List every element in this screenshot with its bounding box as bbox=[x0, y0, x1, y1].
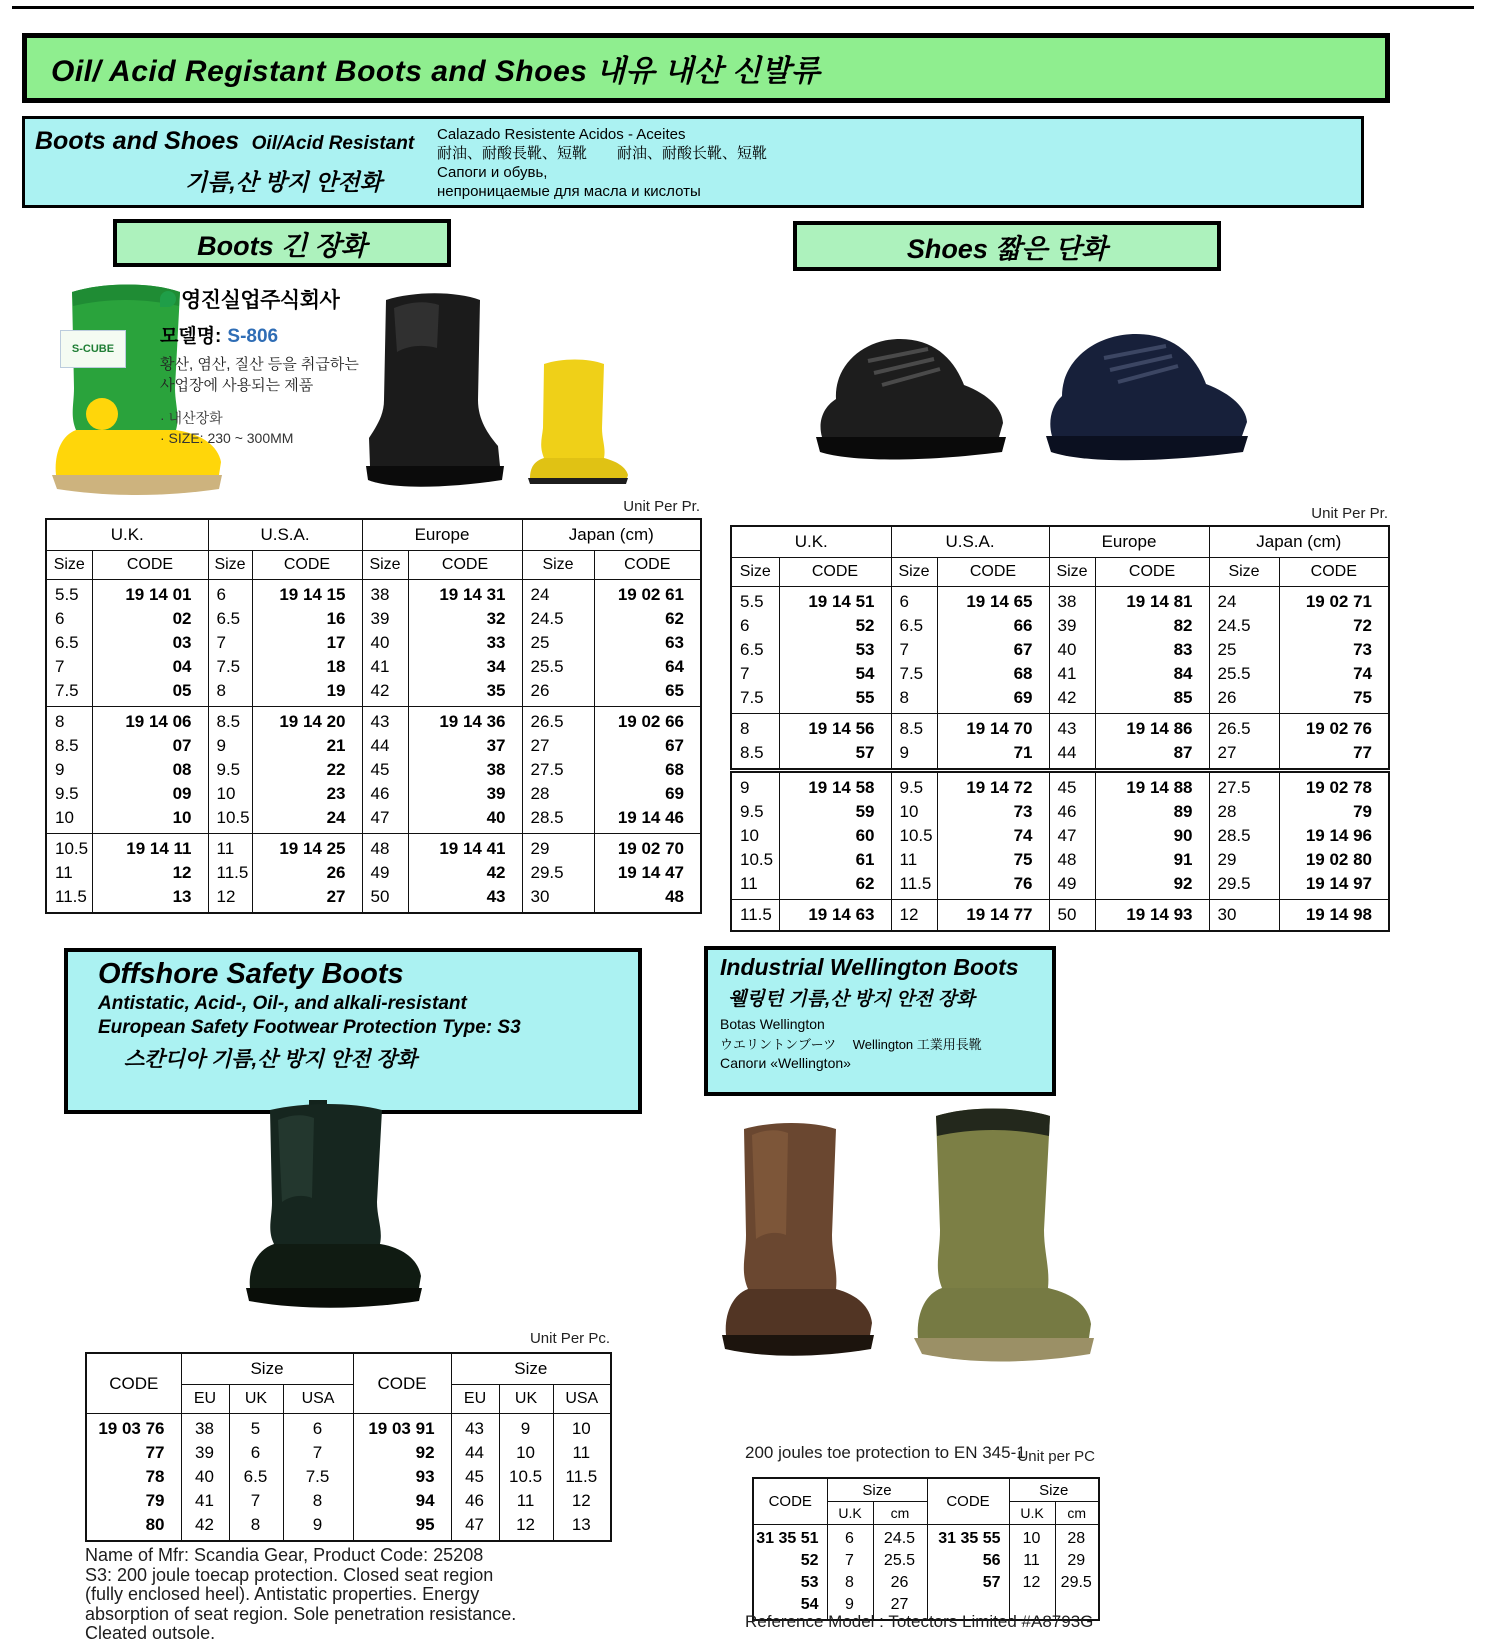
code-values: 19 02 71 72 73 74 75 bbox=[1279, 587, 1389, 714]
shoes-size-code-table bbox=[730, 525, 1390, 932]
region-header: U.S.A. bbox=[891, 526, 1049, 558]
size-values: 27.5 28 28.5 29 29.5 bbox=[1209, 771, 1279, 900]
shoes-section-header bbox=[793, 221, 1221, 271]
wellington-size-code-table bbox=[752, 1477, 1100, 1621]
wellington-subtitle-ru: Сапоги «Wellington» bbox=[720, 1055, 851, 1071]
size-group-header: Size bbox=[451, 1353, 611, 1385]
size-column-header: Size bbox=[46, 551, 92, 580]
size-column-header: UK bbox=[229, 1385, 283, 1414]
size-values: 9 9.5 10 10.5 11 bbox=[731, 771, 779, 900]
size-group-header: Size bbox=[1009, 1478, 1099, 1502]
shoes-unit-label: Unit Per Pr. bbox=[1311, 505, 1388, 522]
code-column-header: CODE bbox=[753, 1478, 827, 1525]
offshore-title: Offshore Safety Boots bbox=[98, 958, 404, 990]
size-values: 8 8.5 bbox=[731, 714, 779, 771]
info-subtitle-en: Oil/Acid Resistant bbox=[251, 133, 415, 154]
region-header: Japan (cm) bbox=[1209, 526, 1389, 558]
offshore-subtitle-1: Antistatic, Acid-, Oil-, and alkali-resistant bbox=[98, 993, 467, 1014]
code-values: 19 14 56 57 bbox=[779, 714, 891, 771]
boots-size-code-table bbox=[45, 518, 702, 914]
size-values: 38 39 40 41 42 bbox=[362, 580, 408, 707]
info-line-es: Calazado Resistente Acidos - Aceites bbox=[437, 126, 686, 143]
code-values: 19 14 88 89 90 91 92 bbox=[1095, 771, 1209, 900]
info-line-ja-zh: 耐油、耐酸長靴、短靴 耐油、耐酸长靴、短靴 bbox=[437, 145, 768, 162]
size-values: 43 44 45 46 47 bbox=[451, 1414, 499, 1542]
size-column-header: cm bbox=[873, 1502, 927, 1525]
code-values: 19 14 36 37 38 39 40 bbox=[408, 707, 522, 834]
product-bullet-1: · 내산장화 bbox=[160, 410, 223, 426]
code-values: 19 14 15 16 17 18 19 bbox=[252, 580, 362, 707]
code-values: 19 14 41 42 43 bbox=[408, 834, 522, 914]
yellow-boot-image bbox=[516, 356, 634, 484]
code-values: 19 14 63 bbox=[779, 900, 891, 932]
info-box-translations bbox=[423, 119, 1361, 205]
offshore-size-code-table bbox=[85, 1352, 612, 1542]
code-column-header: CODE bbox=[1279, 558, 1389, 587]
size-column-header: Size bbox=[522, 551, 594, 580]
size-values: 6 7 7.5 8 9 bbox=[283, 1414, 353, 1542]
size-column-header: cm bbox=[1055, 1502, 1099, 1525]
size-values: 10 11 12 bbox=[1009, 1525, 1055, 1621]
wellington-title: Industrial Wellington Boots bbox=[720, 954, 1019, 980]
size-column-header: USA bbox=[553, 1385, 611, 1414]
size-group-header: Size bbox=[181, 1353, 353, 1385]
offshore-boot-image bbox=[212, 1098, 437, 1308]
size-values: 9.5 10 10.5 11 11.5 bbox=[891, 771, 937, 900]
code-values: 19 14 93 bbox=[1095, 900, 1209, 932]
size-values: 26.5 27 bbox=[1209, 714, 1279, 771]
region-header: U.S.A. bbox=[208, 519, 362, 551]
size-column-header: EU bbox=[451, 1385, 499, 1414]
company-name: 영진실업주식회사 bbox=[181, 289, 340, 312]
wellington-protection-note: 200 joules toe protection to EN 345-1 bbox=[745, 1443, 1026, 1462]
wellington-subtitle-ja: ウエリントンブーツ Wellington 工業用長靴 bbox=[720, 1037, 982, 1052]
size-values: 24 24.5 25 25.5 26 bbox=[1209, 587, 1279, 714]
code-column-header: CODE bbox=[1095, 558, 1209, 587]
code-values: 19 14 58 59 60 61 62 bbox=[779, 771, 891, 900]
size-group-header: Size bbox=[827, 1478, 927, 1502]
size-column-header: Size bbox=[1049, 558, 1095, 587]
size-column-header: Size bbox=[891, 558, 937, 587]
region-header: U.K. bbox=[46, 519, 208, 551]
size-values: 45 46 47 48 49 bbox=[1049, 771, 1095, 900]
code-values: 19 14 81 82 83 84 85 bbox=[1095, 587, 1209, 714]
size-values: 50 bbox=[1049, 900, 1095, 932]
region-header: Europe bbox=[1049, 526, 1209, 558]
boots-section-title: Boots 긴 장화 bbox=[197, 230, 367, 261]
wellington-subtitle-es: Botas Wellington bbox=[720, 1016, 825, 1032]
size-values: 43 44 45 46 47 bbox=[362, 707, 408, 834]
size-values: 8 8.5 9 9.5 10 bbox=[46, 707, 92, 834]
code-values: 19 14 65 66 67 68 69 bbox=[937, 587, 1049, 714]
code-values: 19 14 11 12 13 bbox=[92, 834, 208, 914]
size-column-header: Size bbox=[731, 558, 779, 587]
size-column-header: USA bbox=[283, 1385, 353, 1414]
boot-brand-text: S-CUBE bbox=[71, 343, 115, 355]
size-column-header: U.K bbox=[827, 1502, 873, 1525]
size-values: 38 39 40 41 42 bbox=[181, 1414, 229, 1542]
boots-unit-label: Unit Per Pr. bbox=[623, 498, 700, 515]
size-values: 29 29.5 30 bbox=[522, 834, 594, 914]
code-values: 19 02 70 19 14 47 48 bbox=[594, 834, 701, 914]
region-header: Europe bbox=[362, 519, 522, 551]
size-values: 24.5 25.5 26 27 bbox=[873, 1525, 927, 1621]
code-values: 19 14 01 02 03 04 05 bbox=[92, 580, 208, 707]
code-column-header: CODE bbox=[86, 1353, 181, 1414]
size-values: 6 6.5 7 7.5 8 bbox=[208, 580, 252, 707]
code-values: 19 03 76 77 78 79 80 bbox=[86, 1414, 181, 1542]
offshore-note-5: Cleated outsole. bbox=[85, 1623, 216, 1643]
offshore-unit-label: Unit Per Pc. bbox=[529, 1330, 610, 1347]
wellington-section-header bbox=[704, 946, 1056, 1096]
size-column-header: UK bbox=[499, 1385, 553, 1414]
model-number: S-806 bbox=[227, 326, 279, 347]
size-column-header: U.K bbox=[1009, 1502, 1055, 1525]
code-column-header: CODE bbox=[92, 551, 208, 580]
shoes-section-title: Shoes 짧은 단화 bbox=[906, 233, 1108, 264]
page-top-rule bbox=[12, 6, 1474, 9]
offshore-note-1: Name of Mfr: Scandia Gear, Product Code: 25208 bbox=[85, 1545, 484, 1565]
code-column-header: CODE bbox=[927, 1478, 1009, 1525]
code-values: 19 14 06 07 08 09 10 bbox=[92, 707, 208, 834]
company-logo-icon bbox=[160, 291, 176, 307]
category-info-box bbox=[22, 116, 1364, 208]
code-values: 19 14 25 26 27 bbox=[252, 834, 362, 914]
brown-wellington-boot-image bbox=[696, 1115, 881, 1365]
offshore-section-header bbox=[64, 948, 642, 1114]
size-column-header: EU bbox=[181, 1385, 229, 1414]
product-desc-line2: 사업장에 사용되는 제품 bbox=[160, 377, 314, 394]
code-values: 19 14 31 32 33 34 35 bbox=[408, 580, 522, 707]
code-values: 19 02 76 77 bbox=[1279, 714, 1389, 771]
size-values: 5.5 6 6.5 7 7.5 bbox=[46, 580, 92, 707]
code-values: 19 03 91 92 93 94 95 bbox=[353, 1414, 451, 1542]
size-values: 5 6 6.5 7 8 bbox=[229, 1414, 283, 1542]
size-column-header: Size bbox=[208, 551, 252, 580]
size-values: 11 11.5 12 bbox=[208, 834, 252, 914]
code-column-header: CODE bbox=[937, 558, 1049, 587]
code-values: 19 14 72 73 74 75 76 bbox=[937, 771, 1049, 900]
info-box-left bbox=[25, 119, 423, 205]
black-safety-shoe-image bbox=[798, 303, 1016, 465]
size-values: 28 29 29.5 bbox=[1055, 1525, 1099, 1621]
wellington-unit-label: Unit per PC bbox=[1017, 1448, 1095, 1465]
page-title-banner bbox=[22, 33, 1390, 103]
info-title-en: Boots and Shoes bbox=[35, 127, 240, 155]
size-values: 38 39 40 41 42 bbox=[1049, 587, 1095, 714]
size-column-header: Size bbox=[1209, 558, 1279, 587]
size-values: 11.5 bbox=[731, 900, 779, 932]
wellington-subtitle-ko: 웰링턴 기름,산 방지 안전 장화 bbox=[728, 989, 975, 1010]
model-label: 모델명: bbox=[160, 326, 222, 347]
code-values: 19 14 20 21 22 23 24 bbox=[252, 707, 362, 834]
black-boot-image bbox=[352, 288, 517, 493]
product-bullet-2: · SIZE: 230 ~ 300MM bbox=[160, 430, 294, 446]
code-values: 19 02 66 67 68 69 19 14 46 bbox=[594, 707, 701, 834]
code-column-header: CODE bbox=[594, 551, 701, 580]
boots-section-header bbox=[113, 219, 451, 267]
size-values: 6 6.5 7 7.5 8 bbox=[891, 587, 937, 714]
code-values: 19 02 61 62 63 64 65 bbox=[594, 580, 701, 707]
olive-wellington-boot-image bbox=[878, 1100, 1118, 1385]
code-values: 31 35 55 56 57 bbox=[927, 1525, 1009, 1621]
code-values: 19 02 78 79 19 14 96 19 02 80 19 14 97 bbox=[1279, 771, 1389, 900]
code-values: 19 14 86 87 bbox=[1095, 714, 1209, 771]
size-values: 10 11 11.5 12 13 bbox=[553, 1414, 611, 1542]
page-title: Oil/ Acid Registant Boots and Shoes 내유 내산 신발류 bbox=[51, 55, 821, 88]
size-values: 10.5 11 11.5 bbox=[46, 834, 92, 914]
code-values: 19 14 51 52 53 54 55 bbox=[779, 587, 891, 714]
product-desc-line1: 황산, 염산, 질산 등을 취급하는 bbox=[160, 356, 359, 373]
size-column-header: Size bbox=[362, 551, 408, 580]
size-values: 26.5 27 27.5 28 28.5 bbox=[522, 707, 594, 834]
boot-brand-label bbox=[60, 330, 126, 368]
size-values: 48 49 50 bbox=[362, 834, 408, 914]
region-header: Japan (cm) bbox=[522, 519, 701, 551]
size-values: 43 44 bbox=[1049, 714, 1095, 771]
info-line-ru-1: Сапоги и обувь, bbox=[437, 164, 548, 181]
code-column-header: CODE bbox=[779, 558, 891, 587]
size-values: 12 bbox=[891, 900, 937, 932]
code-values: 19 14 70 71 bbox=[937, 714, 1049, 771]
code-column-header: CODE bbox=[353, 1353, 451, 1414]
code-values: 31 35 51 52 53 54 bbox=[753, 1525, 827, 1621]
size-values: 8.5 9 bbox=[891, 714, 937, 771]
size-values: 6 7 8 9 bbox=[827, 1525, 873, 1621]
size-values: 8.5 9 9.5 10 10.5 bbox=[208, 707, 252, 834]
code-values: 19 14 77 bbox=[937, 900, 1049, 932]
size-values: 30 bbox=[1209, 900, 1279, 932]
code-values: 19 14 98 bbox=[1279, 900, 1389, 932]
code-column-header: CODE bbox=[408, 551, 522, 580]
region-header: U.K. bbox=[731, 526, 891, 558]
size-values: 9 10 10.5 11 12 bbox=[499, 1414, 553, 1542]
size-values: 5.5 6 6.5 7 7.5 bbox=[731, 587, 779, 714]
info-title-ko: 기름,산 방지 안전화 bbox=[185, 169, 382, 195]
offshore-notes bbox=[85, 1546, 525, 1644]
size-values: 24 24.5 25 25.5 26 bbox=[522, 580, 594, 707]
offshore-note-2: S3: 200 joule toecap protection. Closed seat region bbox=[85, 1564, 494, 1585]
offshore-note-4: absorption of seat region. Sole penetration resistance. bbox=[85, 1603, 517, 1624]
offshore-subtitle-ko: 스칸디아 기름,산 방지 안전 장화 bbox=[124, 1048, 417, 1071]
info-line-ru-2: непроницаемые для масла и кислоты bbox=[437, 183, 701, 200]
code-column-header: CODE bbox=[252, 551, 362, 580]
offshore-subtitle-2: European Safety Footwear Protection Type: S3 bbox=[98, 1017, 521, 1038]
navy-safety-shoe-image bbox=[1026, 296, 1264, 466]
offshore-note-3: (fully enclosed heel). Antistatic properties. Energy bbox=[85, 1584, 480, 1604]
wellington-reference: Reference Model : Totectors Limited #A8793G bbox=[745, 1612, 1094, 1631]
